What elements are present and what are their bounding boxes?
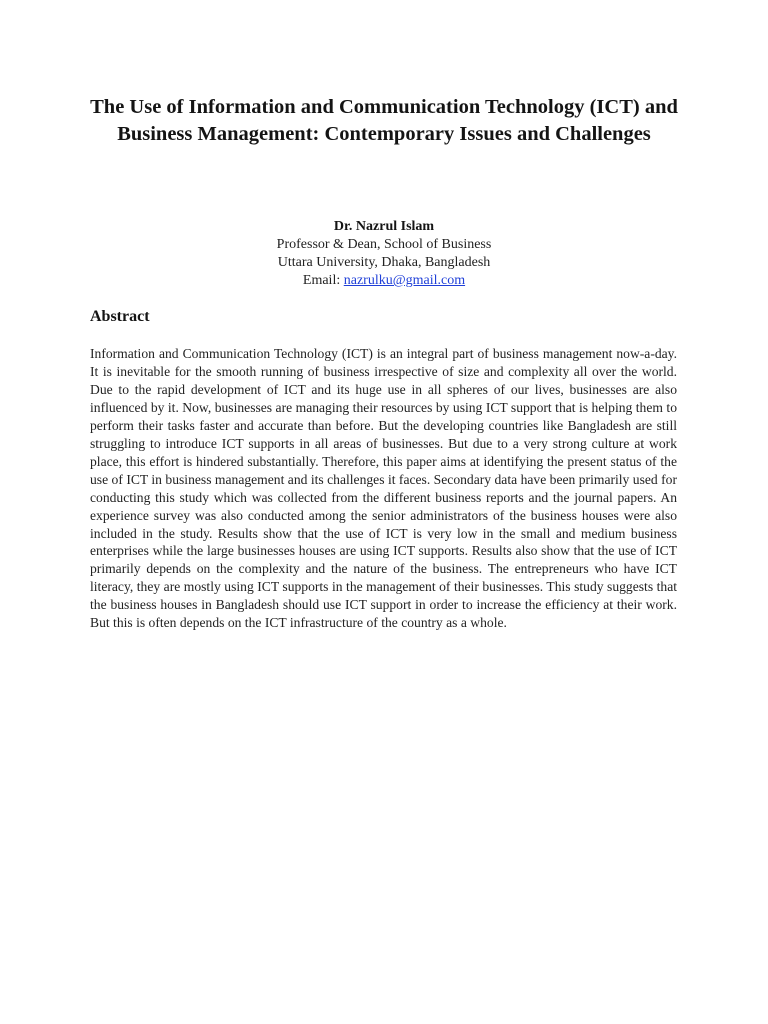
author-block bbox=[160, 218, 608, 290]
email-label: Email: bbox=[302, 273, 344, 288]
author-name: Dr. Nazrul Islam bbox=[333, 219, 435, 234]
abstract-body: Information and Communication Technology (ICT) is an integral part of business management now-a-day. It is inevitable for the smooth running of business irrespective of size and complexity all over the world. Due to the rapid development of ICT and its huge use in all spheres of our lives, businesses are also influenced by it. Now, businesses are managing their resources by using ICT support that is helping them to perform their tasks faster and accurate than before. But the developing countries like Bangladesh are still struggling to introduce ICT supports in all areas of businesses. But due to a very strong culture at work place, this effort is hindered substantially. Therefore, this paper aims at identifying the present status of the use of ICT in business management and its challenges it faces. Secondary data have been primarily used for conducting this study which was collected from the different business reports and the journal papers. An experience survey was also conducted among the senior administrators of the business houses were also included in the study. Results show that the use of ICT is very low in the small and medium business enterprises while the large businesses houses are using ICT supports. Results also show that the use of ICT primarily depends on the complexity and the nature of the business. The entrepreneurs who have ICT literacy, they are mostly using ICT supports in the management of their businesses. This study suggests that the business houses in Bangladesh should use ICT support in order to increase the efficiency at their work. But this is often depends on the ICT infrastructure of the country as a whole. bbox=[90, 346, 677, 631]
author-institution: Uttara University, Dhaka, Bangladesh bbox=[277, 255, 491, 270]
paper-title: The Use of Information and Communication Technology (ICT) and Business Management: Contemporary Issues and Challenges bbox=[90, 96, 678, 145]
email-link[interactable]: nazrulku@gmail.com bbox=[343, 273, 466, 288]
author-position: Professor & Dean, School of Business bbox=[276, 237, 492, 252]
author-email-line bbox=[160, 272, 608, 290]
abstract-heading: Abstract bbox=[90, 308, 150, 325]
